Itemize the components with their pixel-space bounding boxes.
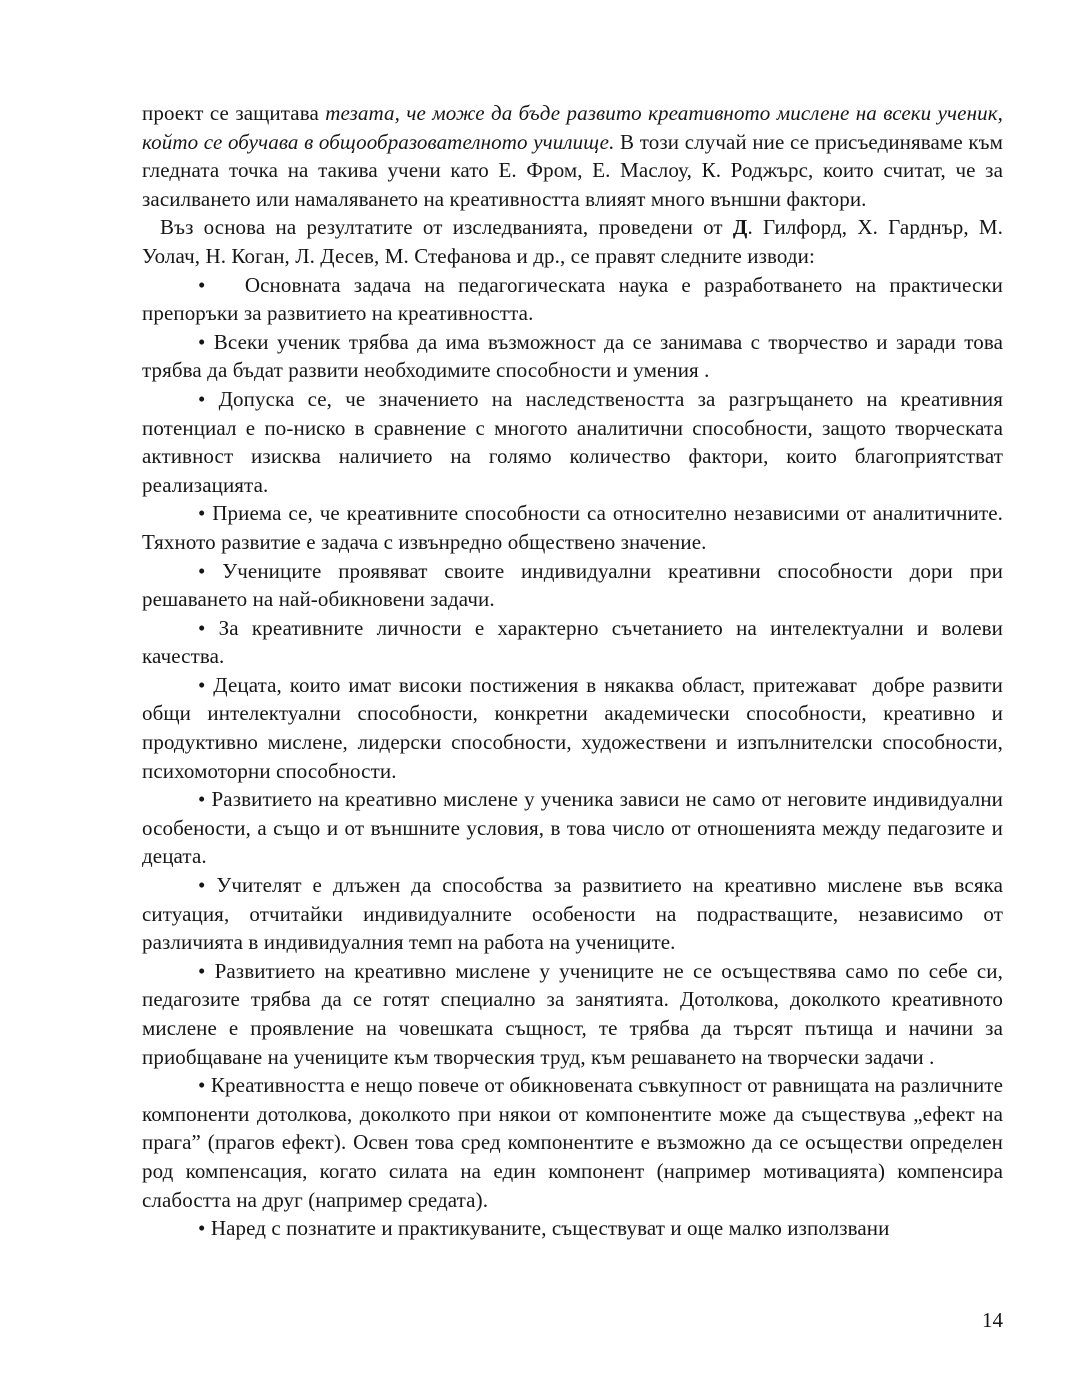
text-segment: Въз основа на резултатите от изследванията, проведени от [160,215,733,240]
bullet-item [142,1214,1003,1243]
text-segment-bold: Д [732,215,748,240]
text-segment: Креативността е нещо повече от обикновената съвкупност от равнищата на различните компоненти дотолкова, доколкото при някои от компонентите може да съществува „ефект на прага” (прагов ефект). Освен това сред компонентите е възможно да се осъществи определен род компенсация, когато силата на един компонент (например мотивацията) компенсира слабостта на друг (например средата). [142,1073,1003,1212]
text-segment: проект се защитава [142,101,326,125]
bullet-marker: • [198,873,217,898]
bullet-marker: • [198,1216,211,1241]
text-segment: Основната задача на педагогическата наука е разработването на практически препоръки за развитието на креативността. [142,272,1003,326]
bullet-marker: • [198,501,213,526]
bullet-item [142,385,1003,499]
paragraph [142,213,1003,270]
bullet-marker: • [198,958,215,983]
page-number: 14 [982,1308,1003,1332]
text-segment: Всеки ученик трябва да има възможност да се занимава с творчество и заради това трябва да бъдат развити необходимите способности и умения . [142,329,1003,383]
bullet-marker: • [198,329,214,354]
bullet-item [142,614,1003,671]
text-segment: Допуска се, че значението на наследствеността за разгръщането на креативния потенциал е по-ниско в сравнение с многото аналитични способности, защото творческата активност изисква наличието на голямо количество фактори, които благоприятстват реализацията. [142,386,1003,497]
bullet-marker: • [198,787,212,812]
bullet-marker: • [198,615,219,640]
bullet-item [142,957,1003,1071]
bullet-marker: • [198,1073,211,1098]
text-segment: Наред с познатите и практикуваните, съществуват и още малко използвани [210,1216,890,1241]
bullet-item [142,557,1003,614]
text-segment-italic: тезата, че може да бъде развито креативното мислене на всеки ученик, който се обучава в общообразователното училище. [142,101,1003,154]
bullet-item [142,671,1003,785]
text-segment: Развитието на креативно мислене у учениците не се осъществява само по себе си, педагозите трябва да се готят специално за занятията. Дотолкова, доколкото креативното мислене е проявление на човешката същност, те трябва да търсят пътища и начини за приобщаване на учениците към творческия труд, към решаването на творчески задачи . [142,958,1003,1069]
document-body [142,99,1003,1243]
bullet-marker: • [198,386,219,411]
bullet-item [142,271,1003,328]
bullet-marker: • [198,558,223,583]
bullet-item [142,499,1003,556]
paragraph [142,99,1003,213]
bullet-item [142,1071,1003,1214]
text-segment: Учителят е длъжен да способства за развитието на креативно мислене във всяка ситуация, отчитайки индивидуалните особености на подрастващите, независимо от различията в индивидуалния темп на работа на учениците. [142,873,1003,955]
text-segment: Развитието на креативно мислене у ученика зависи не само от неговите индивидуални особености, а също и от външните условия, в това число от отношенията между педагозите и децата. [142,787,1004,869]
bullet-marker: • [198,272,245,297]
bullet-item [142,328,1003,385]
text-segment: За креативните личности е характерно съчетанието на интелектуални и волеви качества. [142,615,1003,669]
text-segment: Учениците проявяват своите индивидуални креативни способности дори при решаването на най-обикновени задачи. [142,558,1003,612]
text-segment: Децата, които имат високи постижения в някаква област, притежават добре развити общи интелектуални способности, конкретни академически способности, креативно и продуктивно мислене, лидерски способности, художествени и изпълнителски способности, психомоторни способности. [142,672,1003,783]
bullet-marker: • [198,672,214,697]
bullet-item [142,871,1003,957]
text-segment: . Гилфорд, Х. Гарднър, М. Уолач, Н. Коган, Л. Десев, М. Стефанова и др., се правят следните изводи: [142,215,1004,268]
text-segment: В този случай ние се присъединяваме към гледната точка на такива учени като Е. Фром, Е. Маслоу, К. Роджърс, които считат, че за засилването или намаляването на креативността влияят много външни фактори. [142,129,1004,211]
bullet-item [142,785,1003,871]
text-segment: Приема се, че креативните способности са относително независими от аналитичните. Тяхното развитие е задача с извънредно обществено значение. [142,501,1003,554]
